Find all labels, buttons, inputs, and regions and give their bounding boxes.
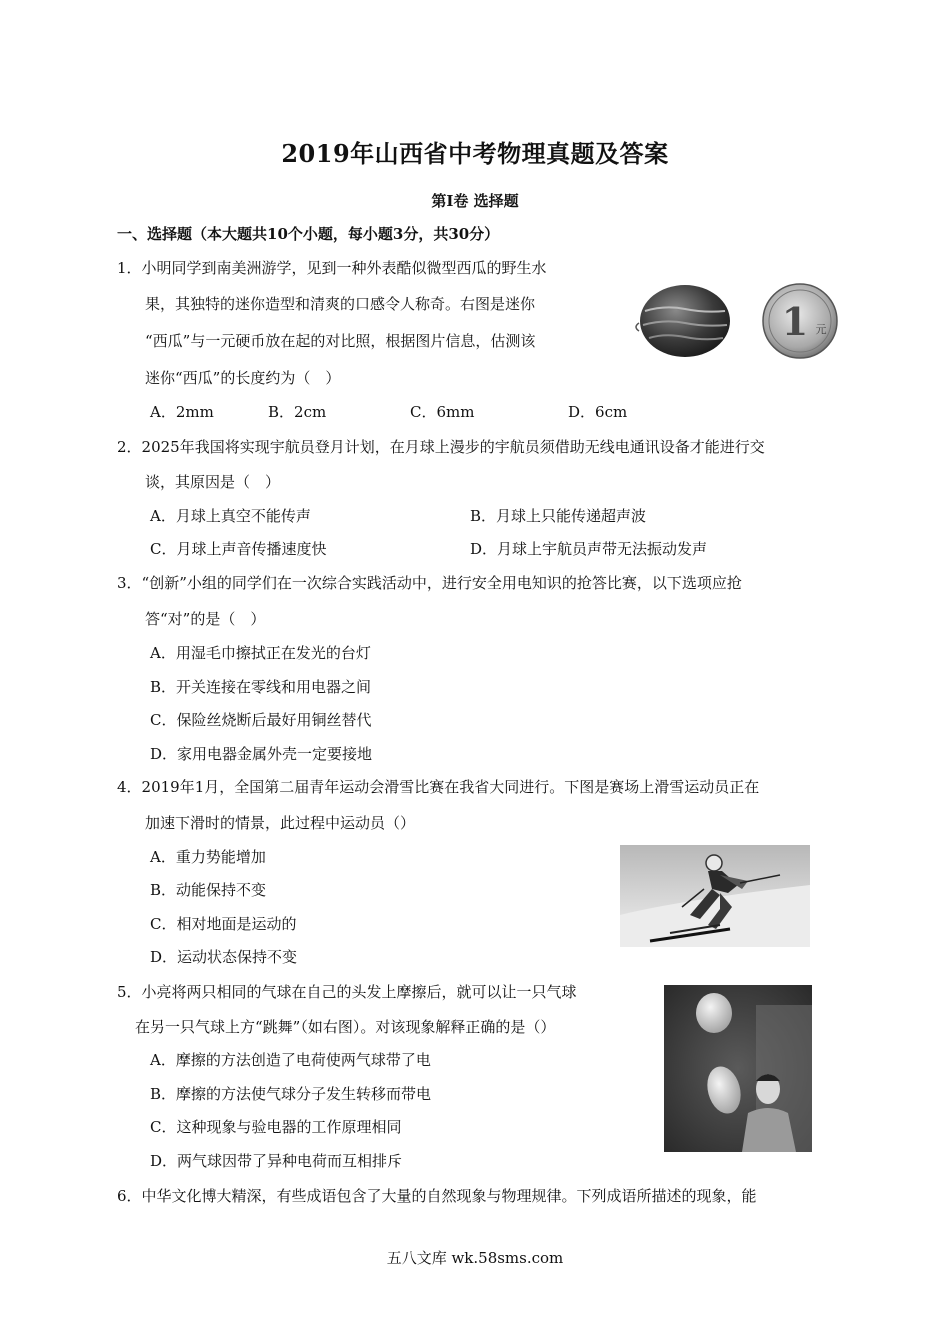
- q1-option-b: B．2cm: [268, 403, 327, 421]
- coin-value: 1: [781, 299, 809, 344]
- q2-line-1: 2．2025年我国将实现宇航员登月计划，在月球上漫步的宇航员须借助无线电通讯设备才能进行交: [117, 438, 765, 456]
- q4-line-2: 加速下滑时的情景，此过程中运动员（）: [145, 814, 416, 832]
- q5-option-a: A．摩擦的方法创造了电荷使两气球带了电: [150, 1051, 431, 1069]
- part-heading: 第I卷 选择题: [431, 192, 519, 210]
- q1-option-a: A．2mm: [150, 403, 214, 421]
- document-title: 2019年山西省中考物理真题及答案: [281, 139, 669, 168]
- q3-line-1: 3．“创新”小组的同学们在一次综合实践活动中，进行安全用电知识的抢答比赛，以下选项应抢: [117, 574, 742, 592]
- q5-option-d: D．两气球因带了异种电荷而互相排斥: [150, 1152, 403, 1170]
- footer-watermark: 五八文库 wk.58sms.com: [386, 1249, 564, 1267]
- watermelon: [640, 285, 730, 357]
- q5-option-b: B．摩擦的方法使气球分子发生转移而带电: [150, 1085, 432, 1103]
- upper-balloon: [696, 993, 732, 1033]
- q4-option-b: B．动能保持不变: [150, 881, 267, 899]
- q5-option-c: C．这种现象与验电器的工作原理相同: [150, 1118, 402, 1136]
- q1-line-3: “西瓜”与一元硬币放在起的对比照，根据图片信息，估测该: [145, 332, 536, 350]
- q1-line-1: 1．小明同学到南美洲游学，见到一种外表酷似微型西瓜的野生水: [117, 259, 547, 277]
- q5-line-1: 5．小亮将两只相同的气球在自己的头发上摩擦后，就可以让一只气球: [117, 983, 577, 1001]
- skier-photo: [620, 845, 810, 947]
- q3-option-b: B．开关连接在零线和用电器之间: [150, 678, 372, 696]
- q4-line-1: 4．2019年1月，全国第二届青年运动会滑雪比赛在我省大同进行。下图是赛场上滑雪运动员正在: [117, 778, 760, 796]
- q1-line-4: 迷你“西瓜”的长度约为（ ）: [145, 369, 341, 387]
- q2-option-c: C．月球上声音传播速度快: [150, 540, 327, 558]
- section-heading: 一、选择题（本大题共10个小题，每小题3分，共30分）: [117, 225, 500, 243]
- balloon-photo: [664, 985, 812, 1152]
- q2-line-2: 谈，其原因是（ ）: [145, 473, 281, 491]
- coin-unit: 元: [815, 323, 827, 336]
- q1-line-2: 果，其独特的迷你造型和清爽的口感令人称奇。右图是迷你: [145, 295, 536, 313]
- q6-line-1: 6．中华文化博大精深，有些成语包含了大量的自然现象与物理规律。下列成语所描述的现象，能: [117, 1187, 757, 1205]
- q4-option-d: D．运动状态保持不变: [150, 948, 298, 966]
- q1-option-d: D．6cm: [568, 403, 628, 421]
- q2-option-b: B．月球上只能传递超声波: [470, 507, 647, 525]
- q4-option-a: A．重力势能增加: [150, 848, 266, 866]
- q3-line-2: 答“对”的是（ ）: [145, 610, 266, 628]
- q2-option-a: A．月球上真空不能传声: [150, 507, 311, 525]
- q1-option-c: C．6mm: [410, 403, 475, 421]
- q4-option-c: C．相对地面是运动的: [150, 915, 297, 933]
- q5-line-2: 在另一只气球上方“跳舞”（如右图）。对该现象解释正确的是（）: [135, 1018, 556, 1036]
- watermelon-coin-photo: [635, 283, 850, 363]
- q3-option-c: C．保险丝烧断后最好用铜丝替代: [150, 711, 372, 729]
- q3-option-a: A．用湿毛巾擦拭正在发光的台灯: [150, 644, 371, 662]
- q3-option-d: D．家用电器金属外壳一定要接地: [150, 745, 373, 763]
- q2-option-d: D．月球上宇航员声带无法振动发声: [470, 540, 708, 558]
